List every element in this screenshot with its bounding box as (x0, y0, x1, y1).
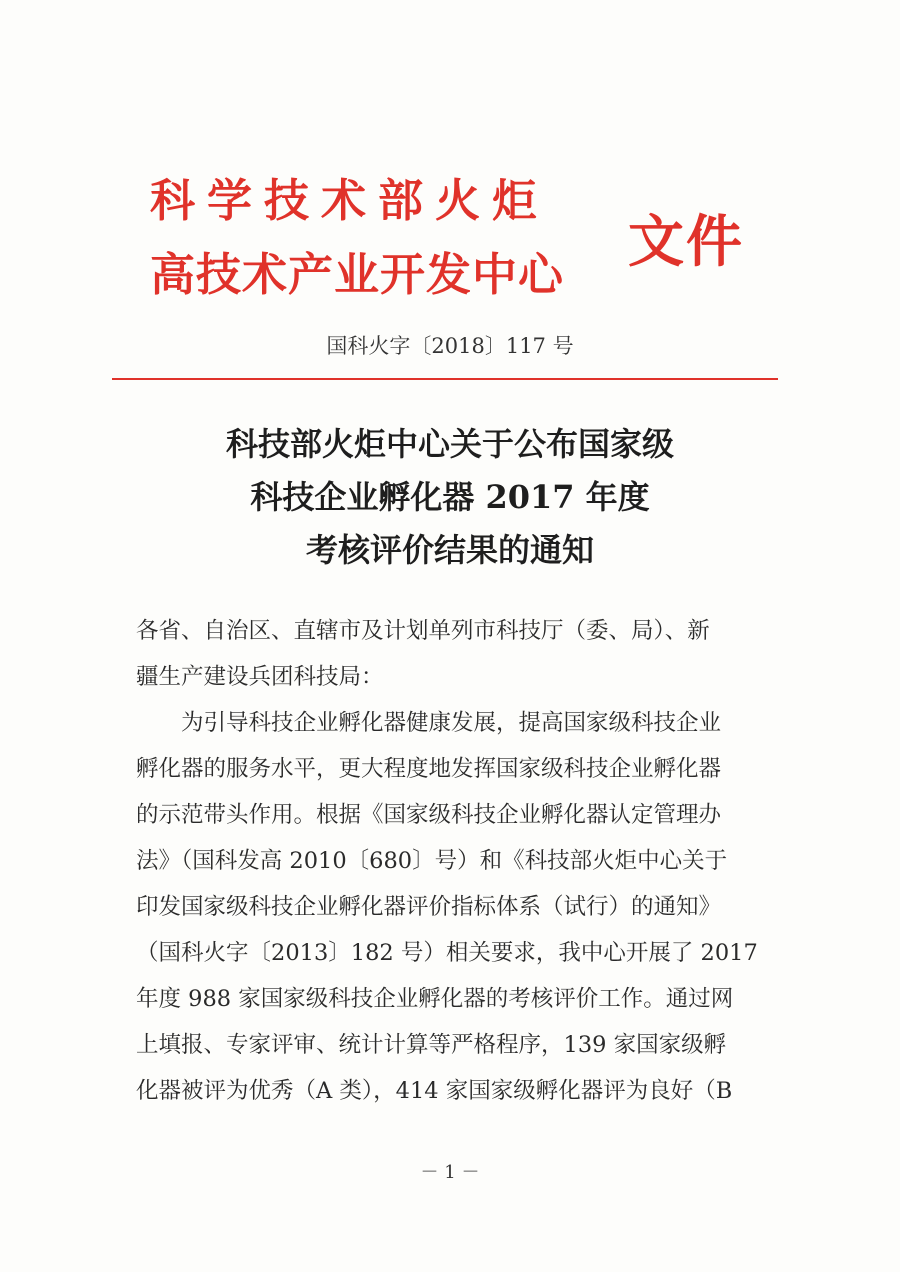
body-line: 疆生产建设兵团科技局： (136, 664, 384, 690)
body-line: （国科火字〔2013〕182 号）相关要求，我中心开展了 2017 (136, 940, 758, 966)
page-number: － 1 － (420, 1162, 480, 1183)
body-line: 的示范带头作用。根据《国家级科技企业孵化器认定管理办 (136, 802, 722, 828)
body-line: 年度 988 家国家级科技企业孵化器的考核评价工作。通过网 (136, 986, 734, 1012)
document-number: 国科火字〔2018〕117 号 (326, 334, 574, 358)
body-line: 法》（国科发高 2010〔680〕号）和《科技部火炬中心关于 (136, 848, 728, 874)
header-red-rule (112, 378, 778, 380)
issuer-name-line-1: 科学技术部火炬 (150, 174, 550, 227)
issuer-name-line-2: 高技术产业开发中心 (150, 248, 565, 301)
title-line: 考核评价结果的通知 (305, 531, 594, 569)
issuer-header (0, 0, 900, 300)
body-line: 印发国家级科技企业孵化器评价指标体系（试行）的通知》 (136, 894, 722, 920)
document-type-label: 文件 (628, 209, 744, 275)
body-line: 化器被评为优秀（A 类），414 家国家级孵化器评为良好（B (136, 1078, 733, 1104)
title-line: 科技企业孵化器 2017 年度 (250, 478, 650, 516)
body-line: 上填报、专家评审、统计计算等严格程序，139 家国家级孵 (136, 1032, 727, 1058)
body-line: 为引导科技企业孵化器健康发展，提高国家级科技企业 (181, 710, 722, 736)
document-body (136, 608, 776, 1114)
body-line: 各省、自治区、直辖市及计划单列市科技厅（委、局）、新 (136, 618, 710, 644)
title-line: 科技部火炬中心关于公布国家级 (225, 425, 674, 463)
document-title (0, 418, 900, 577)
body-line: 孵化器的服务水平，更大程度地发挥国家级科技企业孵化器 (136, 756, 722, 782)
